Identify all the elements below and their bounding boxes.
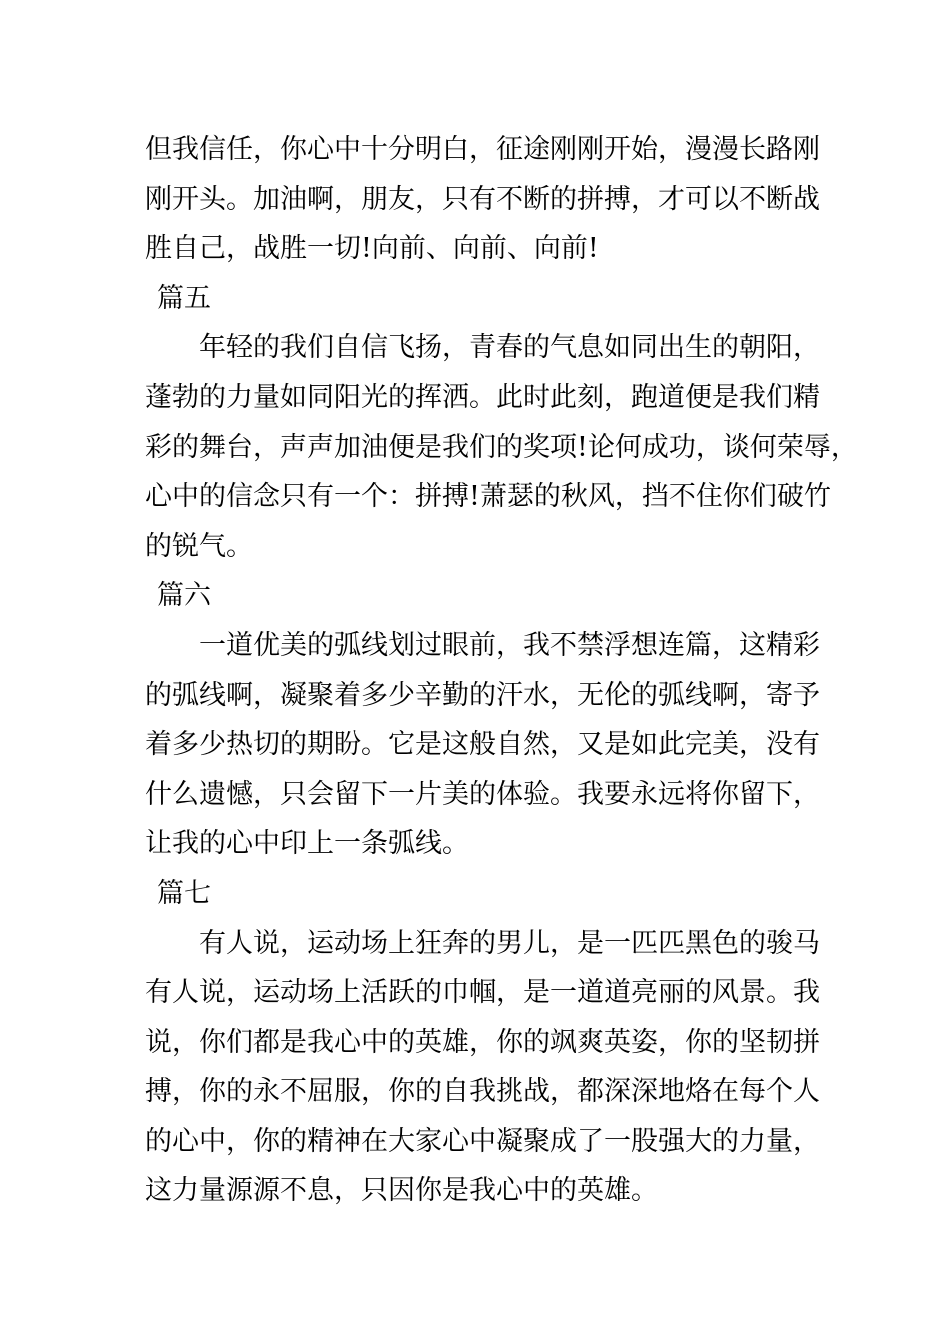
section-heading: 篇七 [157,877,211,909]
paragraph-line: 年轻的我们自信飞扬，青春的气息如同出生的朝阳， [199,332,820,364]
paragraph-line: 彩的舞台，声声加油便是我们的奖项!论何成功，谈何荣辱， [145,431,858,463]
paragraph-line: 一道优美的弧线划过眼前，我不禁浮想连篇，这精彩 [199,629,820,661]
paragraph-line: 的心中，你的精神在大家心中凝聚成了一股强大的力量， [145,1125,820,1157]
section-6 [145,571,830,869]
paragraph-line: 让我的心中印上一条弧线。 [145,828,469,860]
section-paragraph [145,919,830,1217]
paragraph-line: 有人说，运动场上狂奔的男儿，是一匹匹黑色的骏马 [199,927,820,959]
section-5 [145,274,858,572]
paragraph-line: 这力量源源不息，只因你是我心中的英雄。 [145,1175,658,1207]
paragraph-line: 胜自己，战胜一切!向前、向前、向前! [145,233,599,265]
paragraph-line: 的弧线啊，凝聚着多少辛勤的汗水，无伦的弧线啊，寄予 [145,679,820,711]
paragraph-line: 但我信任，你心中十分明白，征途刚刚开始，漫漫长路刚 [145,134,820,165]
paragraph-line: 心中的信念只有一个：拼搏!萧瑟的秋风，挡不住你们破竹 [145,481,831,513]
paragraph-line: 蓬勃的力量如同阳光的挥洒。此时此刻，跑道便是我们精 [145,381,820,413]
paragraph-line: 的锐气。 [145,530,253,562]
section-paragraph [145,621,830,869]
paragraph-line: 说，你们都是我心中的英雄，你的飒爽英姿，你的坚韧拼 [145,1026,820,1058]
paragraph-line: 有人说，运动场上活跃的巾帼，是一道道亮丽的风景。我 [145,977,820,1009]
section-paragraph [145,323,858,571]
paragraph-line: 着多少热切的期盼。它是这般自然，又是如此完美，没有 [145,729,820,761]
section-7 [145,869,830,1216]
document-body [145,125,858,1216]
section-heading: 篇六 [157,580,211,612]
section-heading: 篇五 [157,282,211,314]
paragraph-line: 刚开头。加油啊，朋友，只有不断的拼搏，才可以不断战 [145,183,820,215]
paragraph-line: 什么遗憾，只会留下一片美的体验。我要永远将你留下， [145,778,820,810]
paragraph-line: 搏，你的永不屈服，你的自我挑战，都深深地烙在每个人 [145,1076,820,1108]
continuation-paragraph [145,125,830,274]
